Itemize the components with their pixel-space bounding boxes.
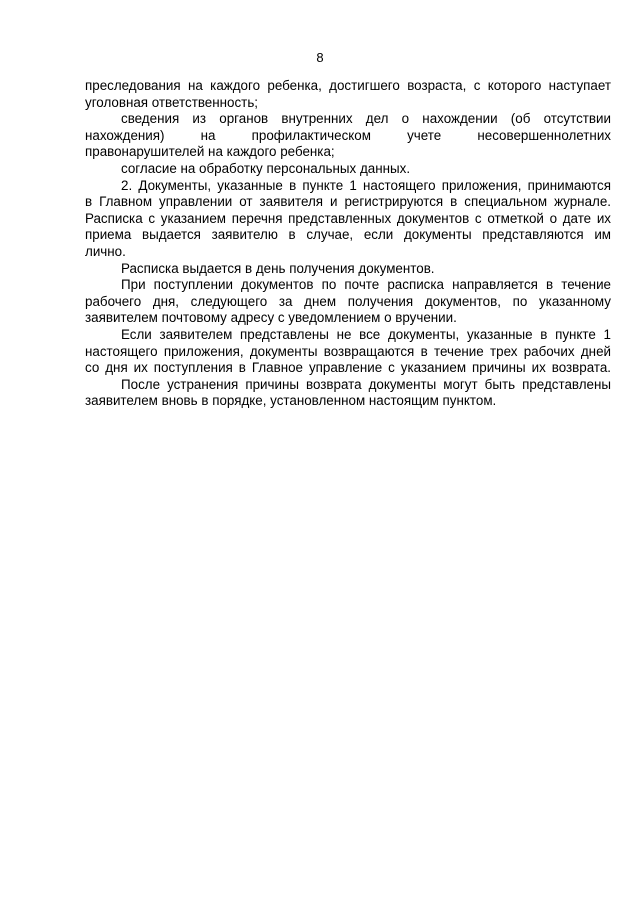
text-line: со дня их поступления в Главное управление с указанием причины их возврата.: [85, 360, 611, 376]
text-line: нахождения) на профилактическом учете несовершеннолетних: [85, 127, 611, 143]
text-line: 2. Документы, указанные в пункте 1 настоящего приложения, принимаются: [121, 177, 611, 193]
text-line: приема выдается заявителю в случае, если документы представляются им: [85, 227, 611, 243]
page-number: 8: [316, 50, 324, 65]
text-line: правонарушителей на каждого ребенка;: [85, 144, 335, 160]
text-line: После устранения причины возврата документы могут быть представлены: [121, 376, 611, 392]
text-line: уголовная ответственность;: [85, 94, 259, 110]
text-line: в Главном управлении от заявителя и регистрируются в специальном журнале.: [85, 194, 611, 210]
text-line: Расписка с указанием перечня представленных документов с отметкой о дате их: [85, 210, 611, 226]
text-line: заявителем вновь в порядке, установленном настоящим пунктом.: [85, 393, 497, 409]
text-line: настоящего приложения, документы возвращаются в течение трех рабочих дней: [85, 343, 611, 359]
text-line: рабочего дня, следующего за днем получения документов, по указанному: [85, 293, 611, 309]
text-line: лично.: [85, 243, 126, 259]
text-line: Если заявителем представлены не все документы, указанные в пункте 1: [121, 326, 611, 342]
text-line: Расписка выдается в день получения документов.: [121, 260, 435, 276]
document-body: [85, 78, 611, 410]
text-line: При поступлении документов по почте расписка направляется в течение: [121, 277, 611, 293]
text-line: преследования на каждого ребенка, достигшего возраста, с которого наступает: [85, 78, 611, 93]
text-line: сведения из органов внутренних дел о нахождении (об отсутствии: [121, 111, 611, 127]
text-line: согласие на обработку персональных данных.: [121, 160, 411, 176]
text-line: заявителем почтовому адресу с уведомлением о вручении.: [85, 310, 457, 326]
